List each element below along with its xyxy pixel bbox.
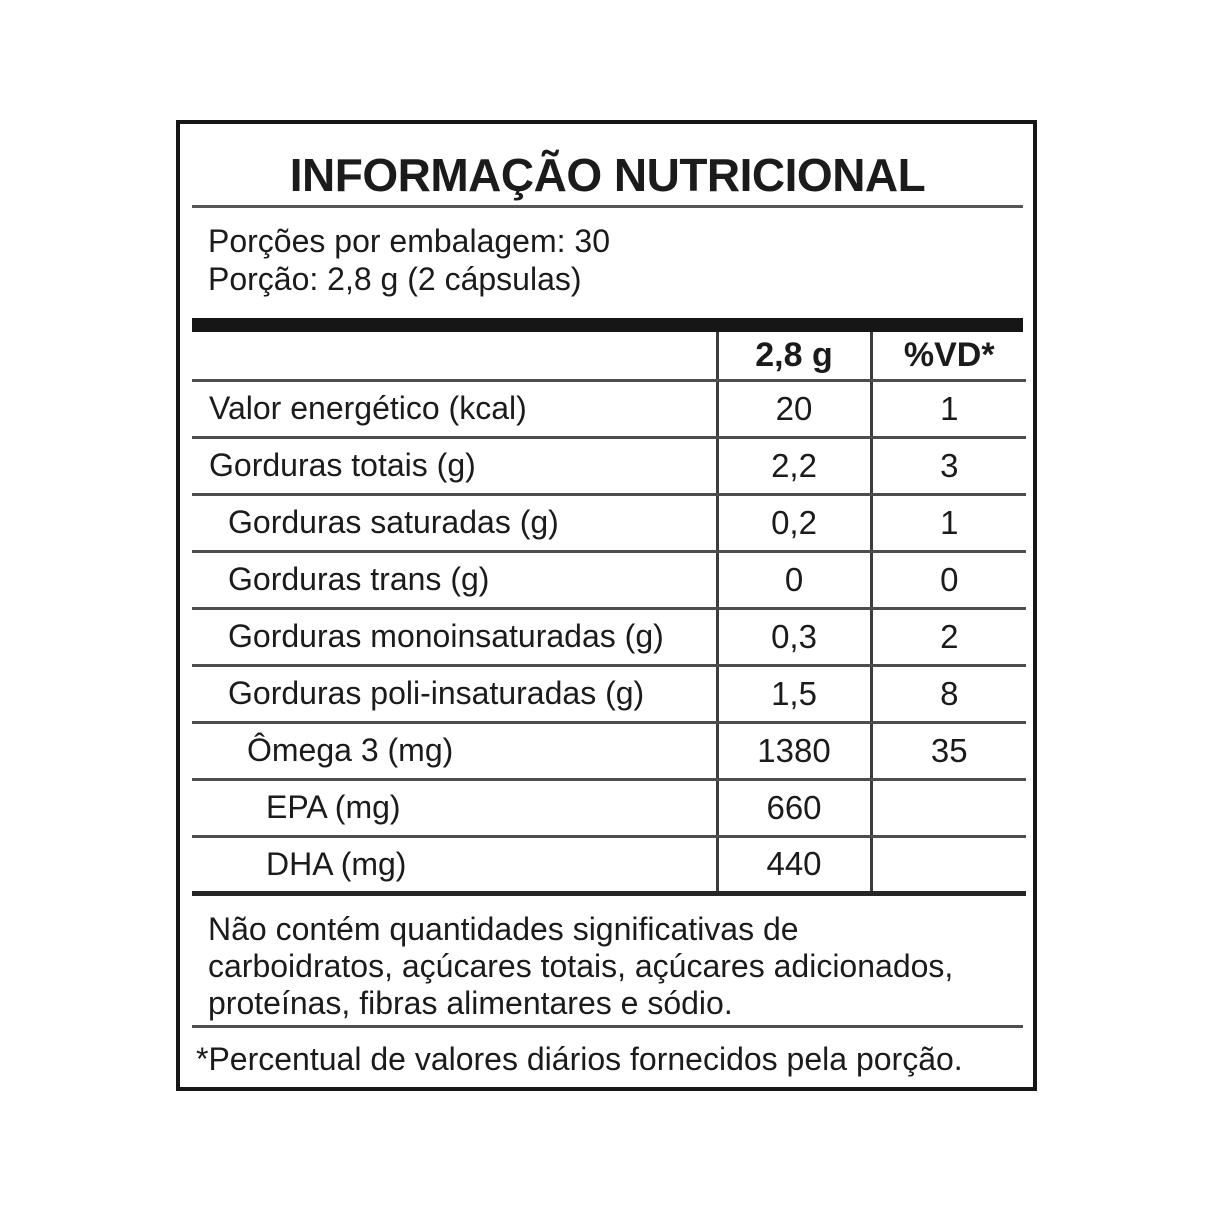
table-row [192,836,1026,893]
label-title-row [192,124,1023,205]
table-row [192,437,1026,494]
nutrient-name: Gorduras totais (g) [192,437,717,494]
label-title: INFORMAÇÃO NUTRICIONAL [289,149,926,201]
nutrient-amount: 440 [717,836,871,893]
table-row [192,665,1026,722]
header-nutrient-blank [192,332,717,380]
nutrient-vd [871,779,1026,836]
disclaimer-text [192,896,1023,1022]
table-row [192,494,1026,551]
nutrient-amount: 2,2 [717,437,871,494]
nutrient-name: Gorduras saturadas (g) [192,494,717,551]
nutrient-amount: 0,3 [717,608,871,665]
nutrient-amount: 0 [717,551,871,608]
nutrient-amount: 660 [717,779,871,836]
nutrition-facts-label [176,120,1037,1091]
table-row [192,779,1026,836]
section-bar [192,318,1023,332]
table-row [192,608,1026,665]
footnote-text: *Percentual de valores diários fornecidos pela porção. [196,1040,963,1077]
nutrient-amount: 1380 [717,722,871,779]
table-body [192,380,1026,893]
header-vd: %VD* [871,332,1026,380]
nutrient-name: Gorduras monoinsaturadas (g) [192,608,717,665]
nutrient-vd: 0 [871,551,1026,608]
serving-size: Porção: 2,8 g (2 cápsulas) [208,261,582,297]
nutrient-vd: 1 [871,494,1026,551]
nutrient-vd: 3 [871,437,1026,494]
nutrient-amount: 1,5 [717,665,871,722]
disclaimer-line-2: carboidratos, açúcares totais, açúcares adicionados, [208,947,954,984]
servings-block [192,208,1023,298]
disclaimer-line-1: Não contém quantidades significativas de [208,910,799,947]
nutrient-name: Gorduras trans (g) [192,551,717,608]
table-header-row [192,332,1026,380]
nutrition-table [192,332,1026,896]
disclaimer-line-3: proteínas, fibras alimentares e sódio. [208,984,733,1021]
nutrient-name: Ômega 3 (mg) [192,722,717,779]
table-row [192,551,1026,608]
nutrient-vd: 8 [871,665,1026,722]
nutrient-name: DHA (mg) [192,836,717,893]
nutrient-amount: 0,2 [717,494,871,551]
nutrient-vd: 1 [871,380,1026,437]
header-amount: 2,8 g [717,332,871,380]
nutrient-vd [871,836,1026,893]
servings-per-package: Porções por embalagem: 30 [208,223,610,259]
nutrient-name: Valor energético (kcal) [192,380,717,437]
nutrient-name: EPA (mg) [192,779,717,836]
table-row [192,380,1026,437]
nutrient-vd: 35 [871,722,1026,779]
nutrient-vd: 2 [871,608,1026,665]
nutrient-name: Gorduras poli-insaturadas (g) [192,665,717,722]
nutrient-amount: 20 [717,380,871,437]
table-row [192,722,1026,779]
